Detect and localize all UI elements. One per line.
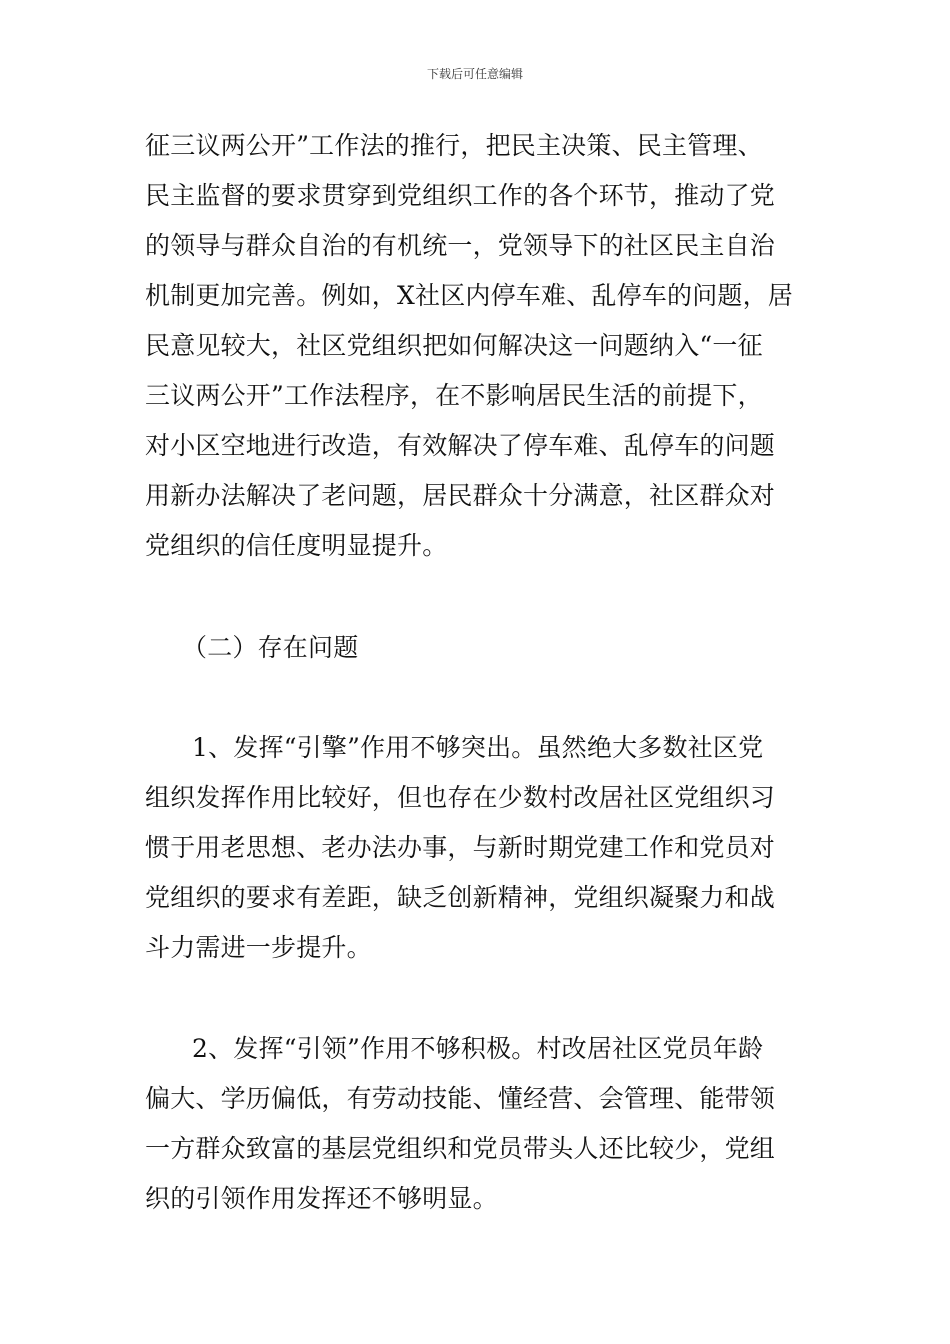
paragraph-line: 对小区空地进行改造，有效解决了停车难、乱停车的问题 (145, 431, 776, 460)
header-note: 下载后可任意编辑 (426, 67, 523, 81)
paragraph-line: 征三议两公开”工作法的推行，把民主决策、民主管理、 (145, 131, 763, 160)
paragraph-line: 党组织的要求有差距，缺乏创新精神，党组织凝聚力和战 (145, 883, 776, 912)
paragraph-line: 偏大、学历偏低，有劳动技能、懂经营、会管理、能带领 (145, 1084, 776, 1113)
paragraph-line: 民主监督的要求贯穿到党组织工作的各个环节，推动了党 (145, 181, 776, 210)
paragraph-line: 惯于用老思想、老办法办事，与新时期党建工作和党员对 (145, 833, 776, 862)
paragraph-line: 1、发挥“引擎”作用不够突出。虽然绝大多数社区党 (192, 733, 764, 762)
section-heading (182, 623, 847, 673)
section-heading-text: （二）存在问题 (182, 633, 359, 662)
paragraph-line: 斗力需进一步提升。 (145, 933, 372, 962)
paragraph-issue-1 (145, 723, 810, 973)
paragraph-line: 机制更加完善。例如，X社区内停车难、乱停车的问题，居 (145, 281, 794, 310)
paragraph-line: 民意见较大，社区党组织把如何解决这一问题纳入“一征 (145, 331, 763, 360)
paragraph-line: 用新办法解决了老问题，居民群众十分满意，社区群众对 (145, 481, 776, 510)
paragraph-issue-2 (145, 1024, 810, 1224)
paragraph-line: 织的引领作用发挥还不够明显。 (145, 1184, 498, 1213)
paragraph-line: 党组织的信任度明显提升。 (145, 531, 448, 560)
paragraph-line: 三议两公开”工作法程序，在不影响居民生活的前提下， (145, 381, 763, 410)
paragraph-line: 一方群众致富的基层党组织和党员带头人还比较少，党组 (145, 1134, 776, 1163)
paragraph-line: 2、发挥“引领”作用不够积极。村改居社区党员年龄 (192, 1034, 764, 1063)
paragraph-line: 组织发挥作用比较好，但也存在少数村改居社区党组织习 (145, 783, 776, 812)
paragraph-continuation (145, 121, 810, 571)
paragraph-line: 的领导与群众自治的有机统一，党领导下的社区民主自治 (145, 231, 776, 260)
